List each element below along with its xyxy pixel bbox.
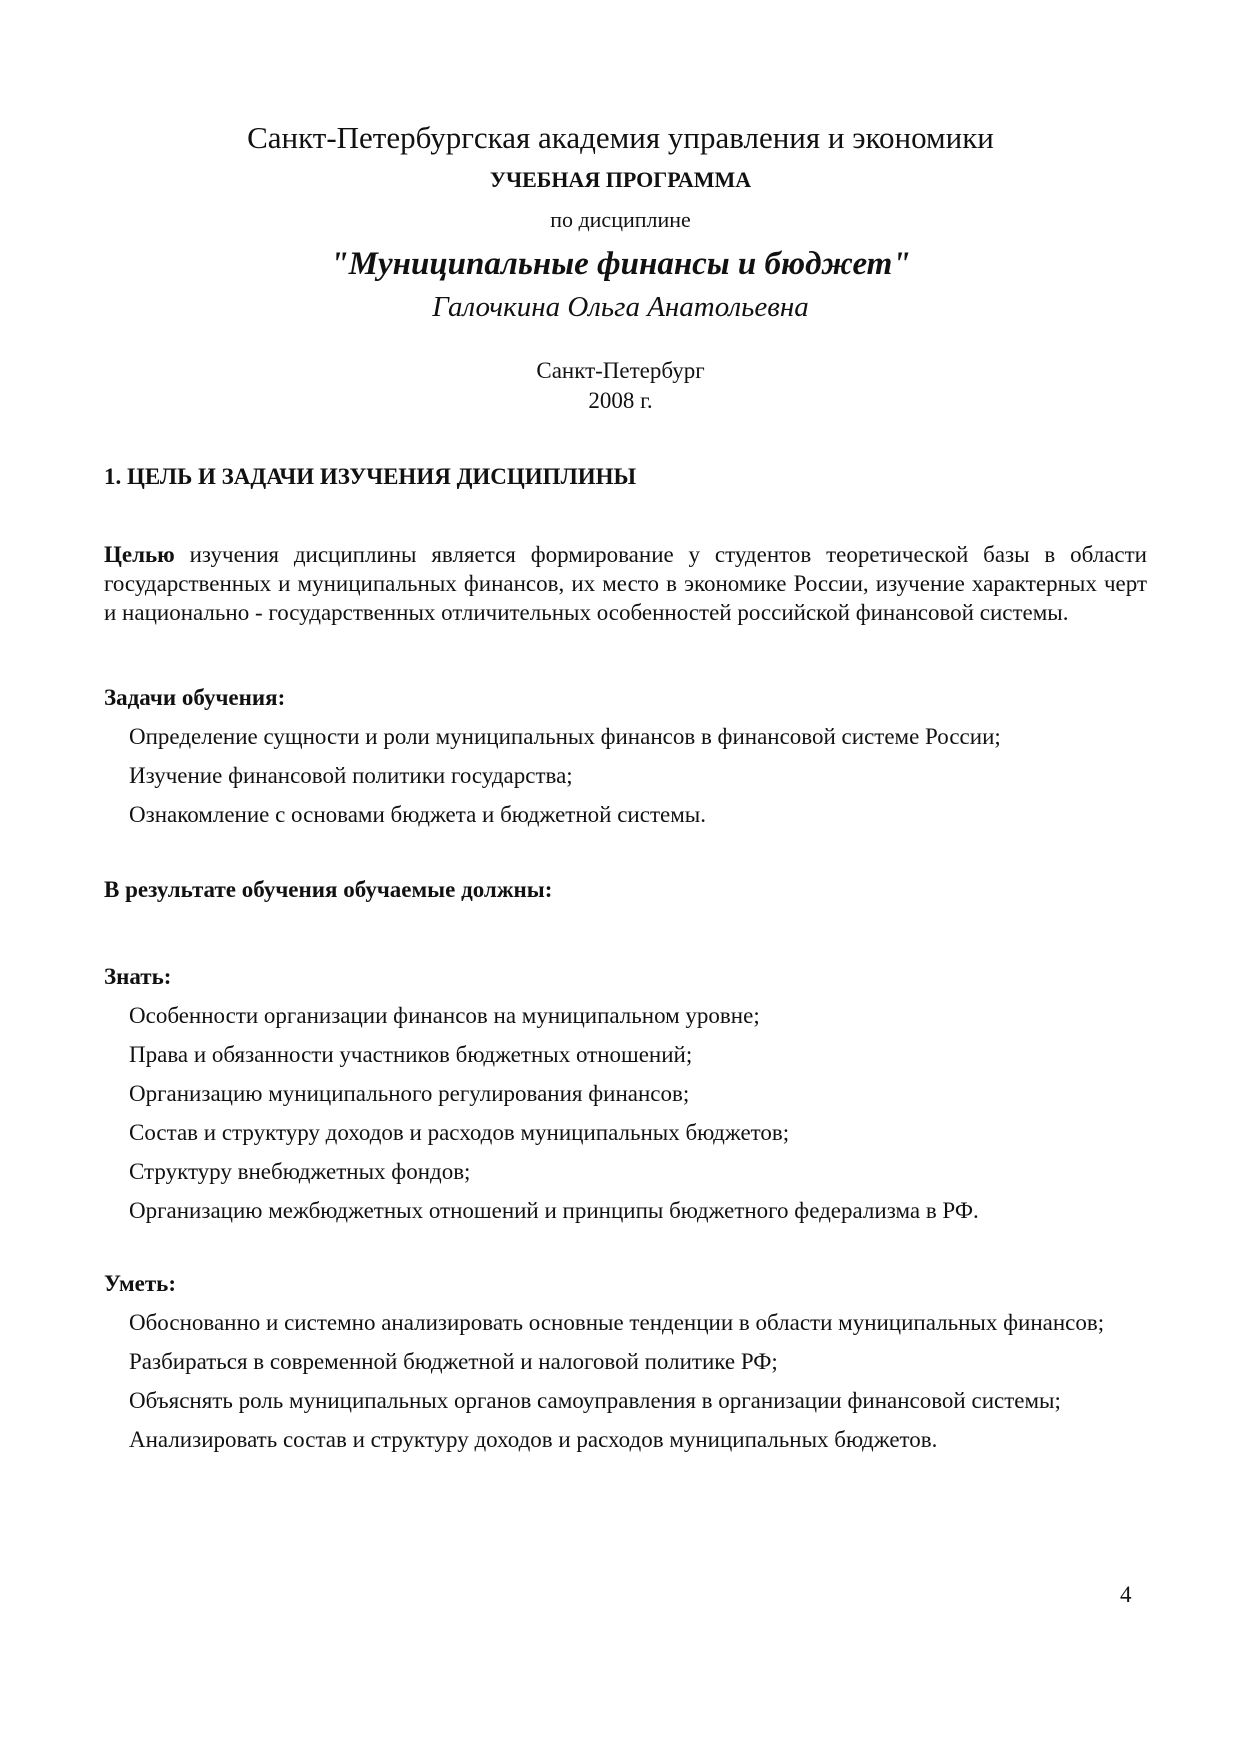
know-heading: Знать: [104, 964, 172, 989]
city: Санкт-Петербург [536, 358, 705, 383]
page-number: 4 [1120, 1582, 1132, 1607]
list-item: Ознакомление с основами бюджета и бюджетной системы. [129, 802, 706, 827]
section-goals-tasks [104, 462, 1147, 1464]
able-list [104, 1308, 1147, 1454]
list-item: Обоснованно и системно анализировать основные тенденции в области муниципальных финансов; [129, 1310, 1105, 1335]
academy-name: Санкт-Петербургская академия управления и экономики [247, 120, 994, 155]
list-item: Объяснять роль муниципальных органов самоуправления в организации финансовой системы; [129, 1388, 1061, 1413]
list-item: Анализировать состав и структуру доходов и расходов муниципальных бюджетов. [129, 1427, 938, 1452]
list-item: Права и обязанности участников бюджетных отношений; [129, 1042, 693, 1067]
goal-text: изучения дисциплины является формирование у студентов теоретической базы в области государственных и муниципальных финансов, их место в экономике России, изучение характерных черт и национально - государственных отличительных особенностей российской финансовой системы. [104, 542, 1147, 625]
year: 2008 г. [588, 388, 653, 413]
result-heading: В результате обучения обучаемые должны: [104, 877, 553, 902]
section-heading: 1. ЦЕЛЬ И ЗАДАЧИ ИЗУЧЕНИЯ ДИСЦИПЛИНЫ [104, 464, 637, 489]
discipline-preposition: по дисциплине [550, 207, 691, 232]
list-item: Организацию муниципального регулирования финансов; [129, 1081, 690, 1106]
list-item: Организацию межбюджетных отношений и принципы бюджетного федерализма в РФ. [129, 1198, 979, 1223]
tasks-list [104, 722, 1147, 829]
list-item: Разбираться в современной бюджетной и налоговой политике РФ; [129, 1349, 778, 1374]
author-name: Галочкина Ольга Анатольевна [432, 291, 809, 323]
list-item: Определение сущности и роли муниципальных финансов в финансовой системе России; [129, 724, 1001, 749]
able-heading: Уметь: [104, 1271, 176, 1296]
know-list [104, 1001, 1147, 1225]
list-item: Особенности организации финансов на муниципальном уровне; [129, 1003, 760, 1028]
discipline-title: "Муниципальные финансы и бюджет" [330, 246, 911, 282]
list-item: Структуру внебюджетных фондов; [129, 1159, 471, 1184]
goal-bold-word: Целью [104, 542, 175, 567]
list-item: Изучение финансовой политики государства; [129, 763, 573, 788]
tasks-heading: Задачи обучения: [104, 685, 286, 710]
program-label: УЧЕБНАЯ ПРОГРАММА [489, 167, 752, 192]
goal-paragraph [104, 540, 1147, 627]
list-item: Состав и структуру доходов и расходов муниципальных бюджетов; [129, 1120, 790, 1145]
